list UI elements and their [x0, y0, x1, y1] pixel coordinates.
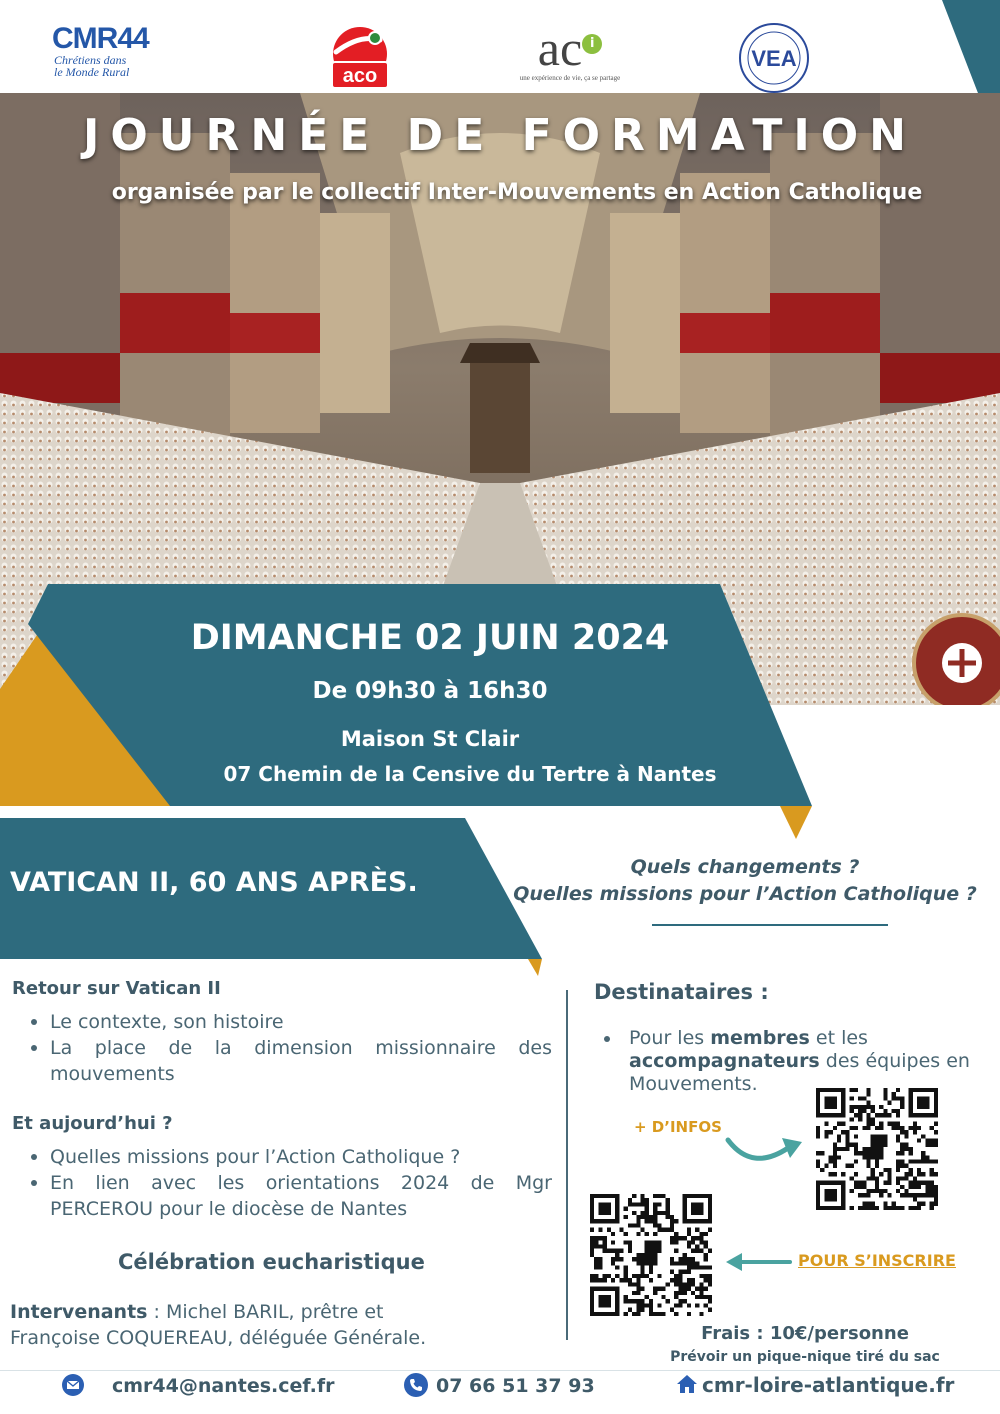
arrow-icon — [722, 1252, 792, 1272]
section-title: Retour sur Vatican II — [12, 978, 221, 999]
speakers — [10, 1299, 550, 1351]
list-item: Le contexte, son histoire — [12, 1009, 552, 1035]
event-date: DIMANCHE 02 JUIN 2024 — [190, 618, 670, 658]
audience-list — [604, 1027, 1000, 1096]
gold-triangle-right — [780, 806, 812, 839]
list-item: En lien avec les orientations 2024 de Mgr PERCEROU pour le diocèse de Nantes — [12, 1170, 552, 1222]
phone-icon — [404, 1373, 428, 1397]
aci-logo-mark: ac — [537, 20, 583, 76]
footer-divider — [0, 1370, 1000, 1371]
list-item: Quelles missions pour l’Action Catholique ? — [12, 1144, 552, 1170]
program-section-2 — [12, 1113, 552, 1222]
cmr44-logo — [52, 24, 149, 78]
gold-triangle-small — [528, 959, 542, 976]
qr-code-register[interactable] — [590, 1194, 712, 1316]
footer-email[interactable]: cmr44@nantes.cef.fr — [112, 1375, 335, 1397]
event-title: JOURNÉE DE FORMATION — [83, 110, 917, 161]
program-section-1 — [12, 978, 552, 1087]
audience-text-line3: Mouvements. — [629, 1073, 758, 1095]
audience-text-mid: et les — [809, 1027, 868, 1049]
footer-website[interactable]: cmr-loire-atlantique.fr — [702, 1373, 955, 1397]
section-title: Et aujourd’hui ? — [12, 1113, 173, 1134]
arrow-icon — [722, 1130, 812, 1170]
fees-picnic: Prévoir un pique-nique tiré du sac — [670, 1349, 940, 1365]
register-link[interactable]: POUR S’INSCRIRE — [798, 1251, 956, 1270]
speakers-line-1: : Michel BARIL, prêtre et — [147, 1301, 384, 1323]
cmr44-logo-tagline-2: le Monde Rural — [54, 65, 130, 79]
cmr44-logo-tagline-1: Chrétiens dans — [54, 53, 127, 67]
qr-code-infos[interactable] — [816, 1088, 938, 1210]
home-icon — [676, 1373, 698, 1395]
fees-price: Frais : 10€/personne — [701, 1323, 909, 1344]
event-address: 07 Chemin de la Censive du Tertre à Nantes — [223, 762, 717, 786]
theme-question-1: Quels changements ? — [630, 856, 860, 878]
footer-phone[interactable]: 07 66 51 37 93 — [436, 1375, 595, 1397]
more-info-link[interactable]: + D’INFOS — [634, 1118, 722, 1136]
bullet — [604, 1036, 610, 1042]
aci-logo-tagline: une expérience de vie, ça se partage — [519, 74, 621, 82]
list-item: La place de la dimension missionnaire des mouvements — [12, 1035, 552, 1087]
audience-title: Destinataires : — [594, 980, 769, 1004]
aci-logo-i: i — [582, 34, 602, 54]
celebration-label: Célébration eucharistique — [118, 1250, 425, 1274]
aco-logo-text: aco — [342, 65, 378, 87]
event-organizer: organisée par le collectif Inter-Mouvements en Action Catholique — [111, 180, 923, 205]
speakers-label: Intervenants — [10, 1301, 148, 1323]
mail-icon — [62, 1374, 84, 1396]
vea-logo-text: VEA — [751, 46, 797, 71]
column-divider — [566, 990, 568, 1340]
theme-question-2: Quelles missions pour l’Action Catholique ? — [513, 883, 977, 905]
divider — [652, 924, 888, 926]
audience-companions: accompagnateurs — [629, 1050, 820, 1072]
audience-text-post: des équipes en — [819, 1050, 970, 1072]
theme-title: VATICAN II, 60 ANS APRÈS. — [10, 867, 418, 898]
audience-text-pre: Pour les — [629, 1027, 711, 1049]
cmr44-logo-text: CMR44 — [52, 22, 149, 55]
audience-members: membres — [710, 1027, 810, 1049]
aci-logo — [510, 22, 630, 92]
event-hours: De 09h30 à 16h30 — [312, 678, 548, 704]
vea-logo — [738, 22, 810, 94]
aco-logo — [328, 26, 392, 92]
speakers-line-2: Françoise COQUEREAU, déléguée Générale. — [10, 1327, 427, 1349]
event-place: Maison St Clair — [340, 727, 520, 751]
